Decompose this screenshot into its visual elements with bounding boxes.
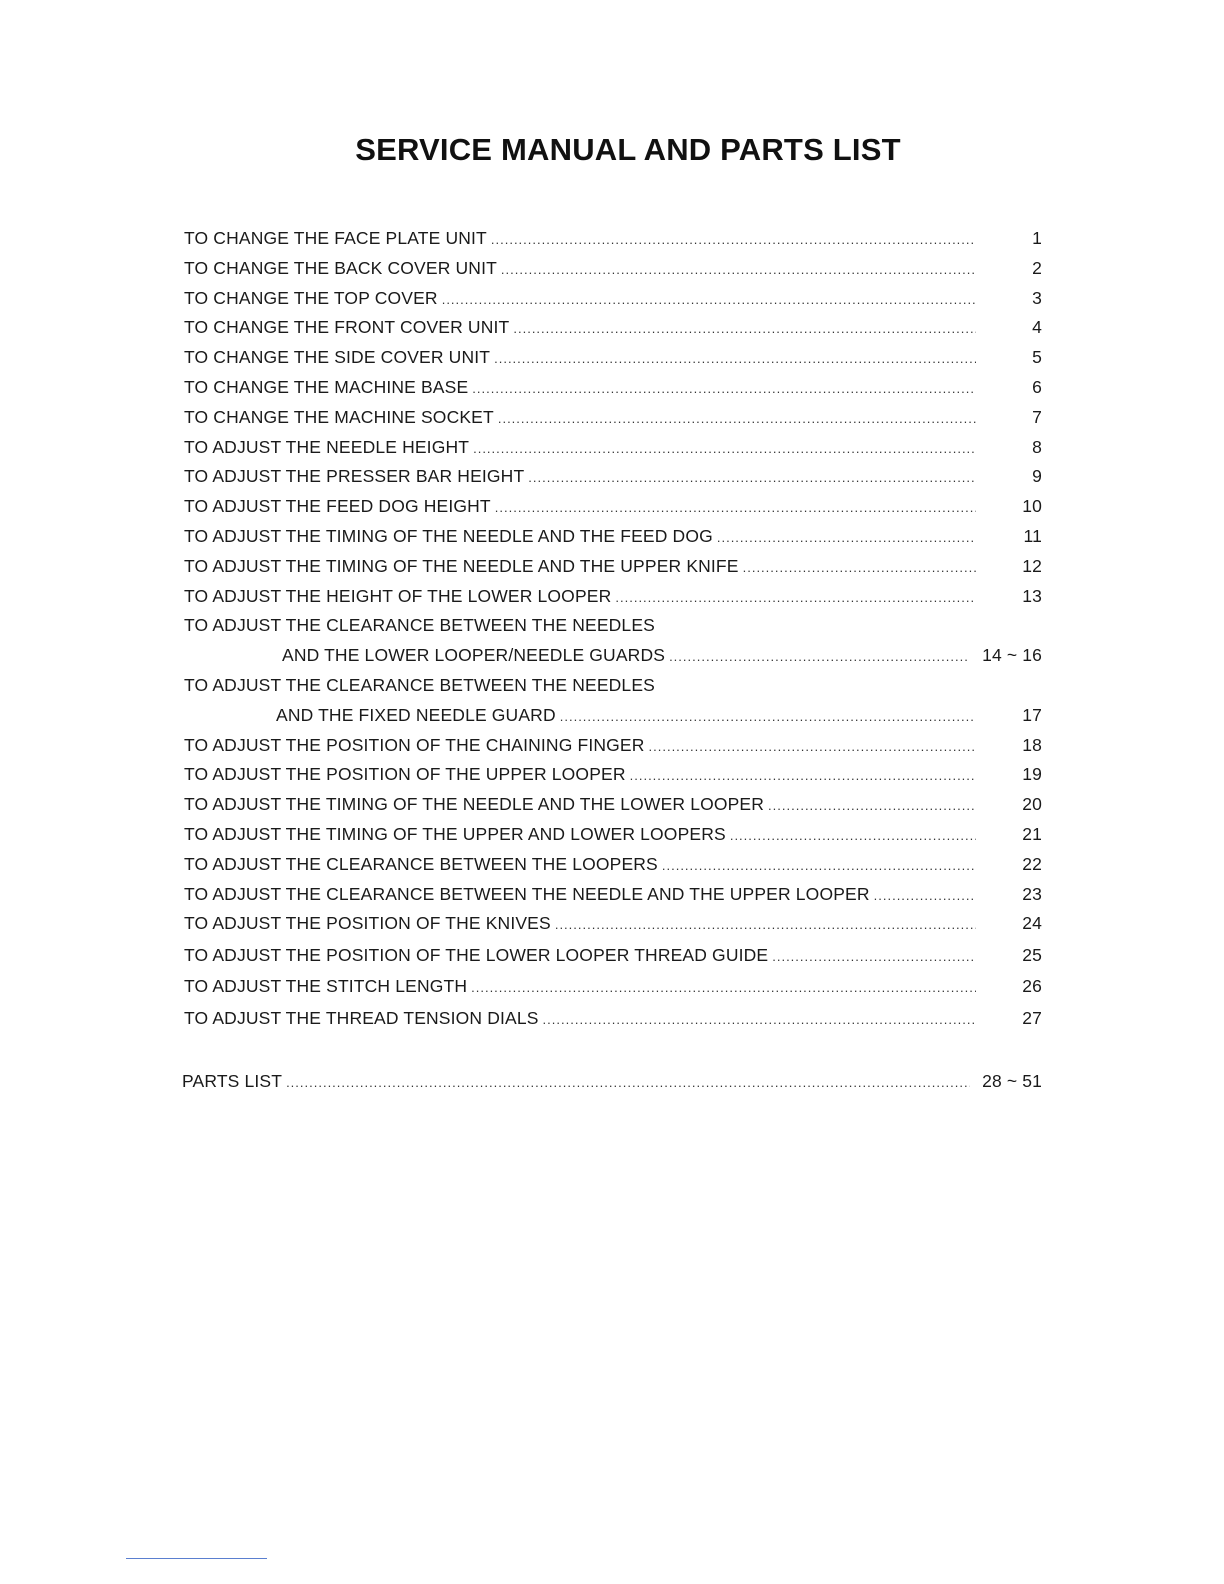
toc-entry-label: TO ADJUST THE TIMING OF THE NEEDLE AND THE FEED DOG (184, 525, 713, 546)
dot-leader (442, 292, 976, 307)
parts-list-page: 28 ~ 51 (982, 1071, 1042, 1091)
dot-leader (743, 560, 976, 575)
toc-entry-label: TO CHANGE THE MACHINE SOCKET (184, 406, 494, 427)
dot-leader (472, 381, 976, 396)
toc-entry-page: 19 (1022, 764, 1042, 785)
toc-entry-label: TO ADJUST THE POSITION OF THE CHAINING FINGER (184, 734, 645, 755)
toc-entry-page: 13 (1022, 585, 1042, 606)
toc-entry[interactable] (184, 347, 1048, 377)
toc-entry[interactable] (184, 945, 1048, 977)
toc-entry-label: TO CHANGE THE BACK COVER UNIT (184, 257, 497, 278)
toc-entry-page: 20 (1022, 794, 1042, 815)
toc-entry-page: 21 (1022, 823, 1042, 844)
toc-entry[interactable] (184, 976, 1048, 1008)
toc-entry-label: TO ADJUST THE CLEARANCE BETWEEN THE LOOPERS (184, 853, 658, 874)
dot-leader (649, 739, 976, 754)
toc-entry[interactable] (184, 735, 1048, 765)
dot-leader (513, 321, 976, 336)
toc-entry[interactable] (184, 1008, 1048, 1040)
toc-entry-page: 8 (1032, 436, 1042, 457)
parts-list-entry[interactable] (182, 1071, 1048, 1101)
dot-leader (473, 441, 976, 456)
toc-entry[interactable] (184, 675, 1048, 705)
toc-entry-label: AND THE FIXED NEEDLE GUARD (276, 704, 556, 725)
toc-entry[interactable] (184, 437, 1048, 467)
toc-entry-page: 1 (1032, 228, 1042, 248)
dot-leader (874, 888, 976, 903)
dot-leader (555, 917, 976, 932)
toc-entry-label: TO ADJUST THE FEED DOG HEIGHT (184, 496, 491, 517)
dot-leader (669, 649, 970, 664)
table-of-contents (184, 228, 1048, 1039)
dot-leader (630, 768, 976, 783)
toc-entry[interactable] (184, 764, 1048, 794)
toc-entry-label: TO ADJUST THE CLEARANCE BETWEEN THE NEEDLES (184, 674, 655, 695)
toc-entry-label: TO ADJUST THE THREAD TENSION DIALS (184, 1007, 539, 1028)
toc-entry-page: 24 (1022, 913, 1042, 934)
parts-list-label: PARTS LIST (182, 1071, 283, 1091)
toc-entry-page: 25 (1022, 944, 1042, 965)
toc-entry-label: TO ADJUST THE CLEARANCE BETWEEN THE NEEDLES (184, 615, 655, 636)
toc-entry-label: TO ADJUST THE TIMING OF THE NEEDLE AND THE LOWER LOOPER (184, 794, 765, 815)
parts-list-section (182, 1071, 1048, 1101)
toc-entry[interactable] (184, 258, 1048, 288)
dot-leader (498, 411, 976, 426)
toc-entry-label: TO CHANGE THE TOP COVER (184, 287, 438, 308)
dot-leader (471, 980, 976, 995)
toc-entry-label: TO ADJUST THE STITCH LENGTH (184, 976, 468, 997)
dot-leader (768, 798, 976, 813)
dot-leader (501, 262, 976, 277)
toc-entry[interactable] (184, 377, 1048, 407)
toc-entry-label: TO ADJUST THE HEIGHT OF THE LOWER LOOPER (184, 585, 612, 606)
dot-leader (543, 1012, 976, 1027)
toc-entry-label: TO ADJUST THE CLEARANCE BETWEEN THE NEEDLE AND THE UPPER LOOPER (184, 883, 870, 904)
toc-entry[interactable] (184, 586, 1048, 616)
toc-entry[interactable] (184, 228, 1048, 258)
dot-leader (772, 949, 976, 964)
dot-leader (528, 470, 976, 485)
toc-entry-page: 3 (1032, 287, 1042, 308)
toc-entry-label: TO ADJUST THE POSITION OF THE LOWER LOOPER THREAD GUIDE (184, 944, 769, 965)
toc-entry-label: TO CHANGE THE MACHINE BASE (184, 376, 469, 397)
toc-entry[interactable] (184, 466, 1048, 496)
toc-entry-label: TO ADJUST THE POSITION OF THE KNIVES (184, 913, 551, 934)
toc-entry-continuation[interactable] (184, 705, 1048, 735)
toc-entry-page: 4 (1032, 317, 1042, 338)
page-title: SERVICE MANUAL AND PARTS LIST (355, 132, 901, 167)
toc-entry-page: 2 (1032, 257, 1042, 278)
dot-leader (491, 232, 976, 247)
toc-entry[interactable] (184, 794, 1048, 824)
toc-entry-label: AND THE LOWER LOOPER/NEEDLE GUARDS (282, 645, 666, 666)
toc-entry[interactable] (184, 615, 1048, 645)
toc-entry-page: 14 ~ 16 (982, 645, 1042, 666)
toc-entry[interactable] (184, 854, 1048, 884)
toc-entry[interactable] (184, 556, 1048, 586)
toc-entry-page: 26 (1022, 976, 1042, 997)
toc-entry-page: 18 (1022, 734, 1042, 755)
toc-entry-page: 10 (1022, 496, 1042, 517)
toc-entry-page: 9 (1032, 466, 1042, 487)
footer-rule (126, 1558, 267, 1559)
toc-entry-label: TO ADJUST THE POSITION OF THE UPPER LOOPER (184, 764, 626, 785)
toc-entry-label: TO CHANGE THE FACE PLATE UNIT (184, 228, 487, 248)
toc-entry-page: 11 (1023, 525, 1042, 546)
toc-entry-page: 6 (1032, 376, 1042, 397)
toc-entry[interactable] (184, 526, 1048, 556)
toc-entry-label: TO ADJUST THE TIMING OF THE NEEDLE AND THE UPPER KNIFE (184, 555, 739, 576)
toc-entry-label: TO CHANGE THE SIDE COVER UNIT (184, 347, 491, 368)
toc-entry-page: 22 (1022, 853, 1042, 874)
dot-leader (730, 828, 976, 843)
dot-leader (286, 1075, 970, 1090)
dot-leader (717, 530, 976, 545)
toc-entry[interactable] (184, 407, 1048, 437)
toc-entry[interactable] (184, 913, 1048, 945)
toc-entry-label: TO CHANGE THE FRONT COVER UNIT (184, 317, 510, 338)
toc-entry-label: TO ADJUST THE TIMING OF THE UPPER AND LOWER LOOPERS (184, 823, 726, 844)
dot-leader (560, 709, 976, 724)
toc-entry-page: 12 (1022, 555, 1042, 576)
dot-leader (615, 590, 976, 605)
toc-entry-label: TO ADJUST THE NEEDLE HEIGHT (184, 436, 470, 457)
toc-entry-page: 17 (1022, 704, 1042, 725)
toc-entry-label: TO ADJUST THE PRESSER BAR HEIGHT (184, 466, 525, 487)
toc-entry-page: 23 (1022, 883, 1042, 904)
toc-entry[interactable] (184, 317, 1048, 347)
toc-entry-continuation[interactable] (184, 645, 1048, 675)
toc-entry[interactable] (184, 496, 1048, 526)
toc-entry-page: 5 (1032, 347, 1042, 368)
toc-entry[interactable] (184, 288, 1048, 318)
toc-entry[interactable] (184, 884, 1048, 914)
toc-entry[interactable] (184, 824, 1048, 854)
toc-entry-page: 7 (1032, 406, 1042, 427)
dot-leader (662, 858, 976, 873)
toc-entry-page: 27 (1022, 1007, 1042, 1028)
dot-leader (494, 351, 976, 366)
dot-leader (495, 500, 976, 515)
